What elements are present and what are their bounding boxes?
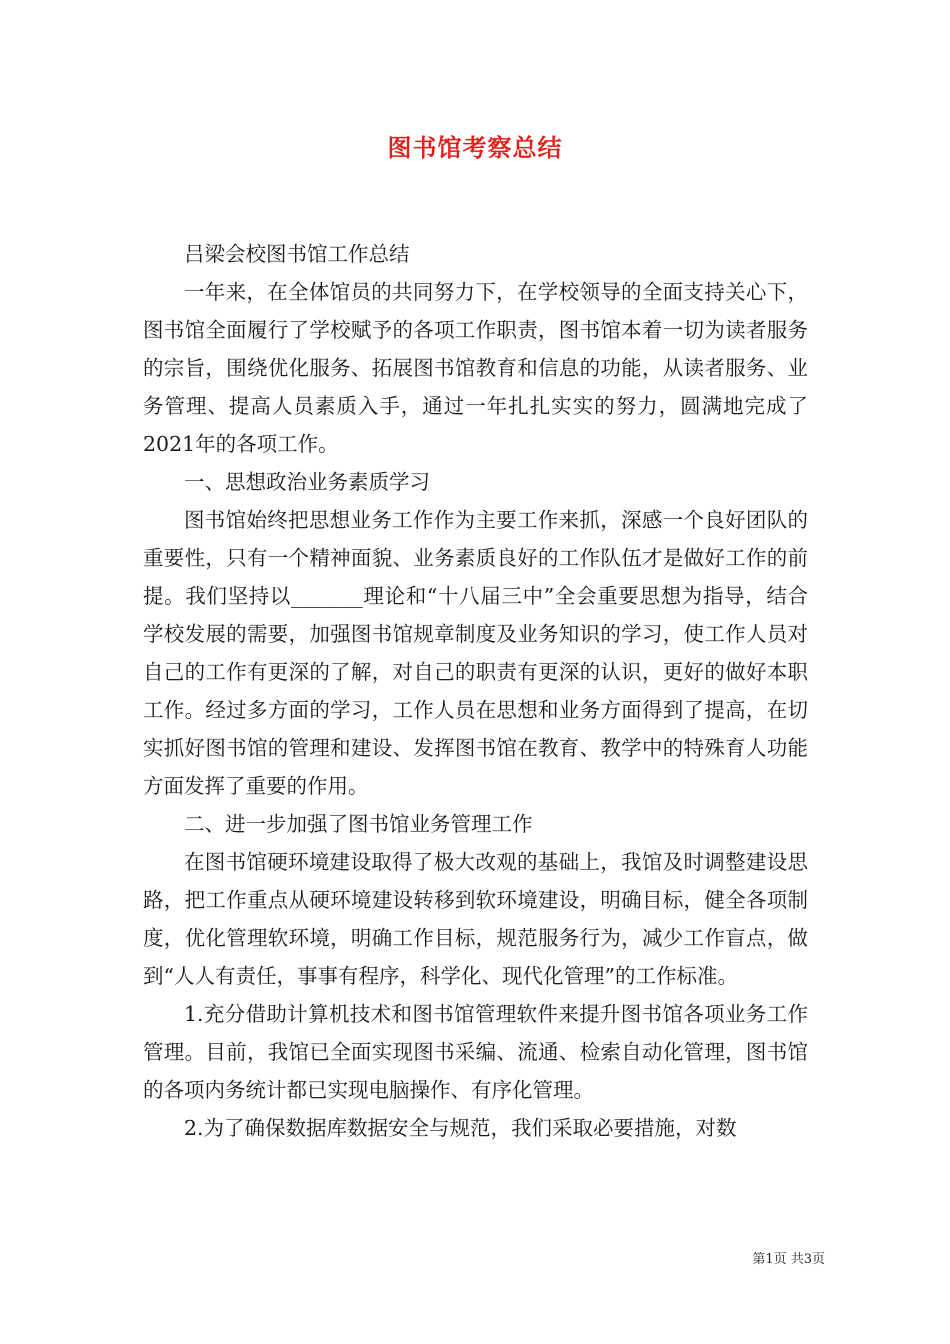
section-heading-1: 一、思想政治业务素质学习 [184, 470, 430, 494]
page-title: 图书馆考察总结 [387, 134, 563, 162]
list-item-1: 1.充分借助计算机技术和图书馆管理软件来提升图书馆各项业务工作管理。目前，我馆已全面实现图书采编、流通、检索自动化管理，图书馆的各项内务统计都已实现电脑操作、有序化管理。 [143, 1002, 808, 1102]
page-number: 第1页 共3页 [752, 1252, 825, 1267]
document-body [143, 235, 808, 1147]
paragraph-subtitle: 吕梁会校图书馆工作总结 [184, 242, 410, 266]
list-item-2: 2.为了确保数据库数据安全与规范，我们采取必要措施，对数 [184, 1116, 737, 1140]
section-heading-2: 二、进一步加强了图书馆业务管理工作 [184, 812, 533, 836]
paragraph-intro: 一年来，在全体馆员的共同努力下，在学校领导的全面支持关心下，图书馆全面履行了学校赋予的各项工作职责，图书馆本着一切为读者服务的宗旨，围绕优化服务、拓展图书馆教育和信息的功能，从读者服务、业务管理、提高人员素质入手，通过一年扎扎实实的努力，圆满地完成了2021年的各项工作。 [143, 280, 808, 456]
paragraph-section-1: 图书馆始终把思想业务工作作为主要工作来抓，深感一个良好团队的重要性，只有一个精神面貌、业务素质良好的工作队伍才是做好工作的前提。我们坚持以_______理论和“十八届三中”全会重要思想为指导，结合学校发展的需要，加强图书馆规章制度及业务知识的学习，使工作人员对自己的工作有更深的了解，对自己的职责有更深的认识，更好的做好本职工作。经过多方面的学习，工作人员在思想和业务方面得到了提高，在切实抓好图书馆的管理和建设、发挥图书馆在教育、教学中的特殊育人功能方面发挥了重要的作用。 [143, 508, 808, 798]
paragraph-section-2: 在图书馆硬环境建设取得了极大改观的基础上，我馆及时调整建设思路，把工作重点从硬环境建设转移到软环境建设，明确目标，健全各项制度，优化管理软环境，明确工作目标，规范服务行为，减少工作盲点，做到“人人有责任，事事有程序，科学化、现代化管理”的工作标准。 [143, 850, 808, 988]
